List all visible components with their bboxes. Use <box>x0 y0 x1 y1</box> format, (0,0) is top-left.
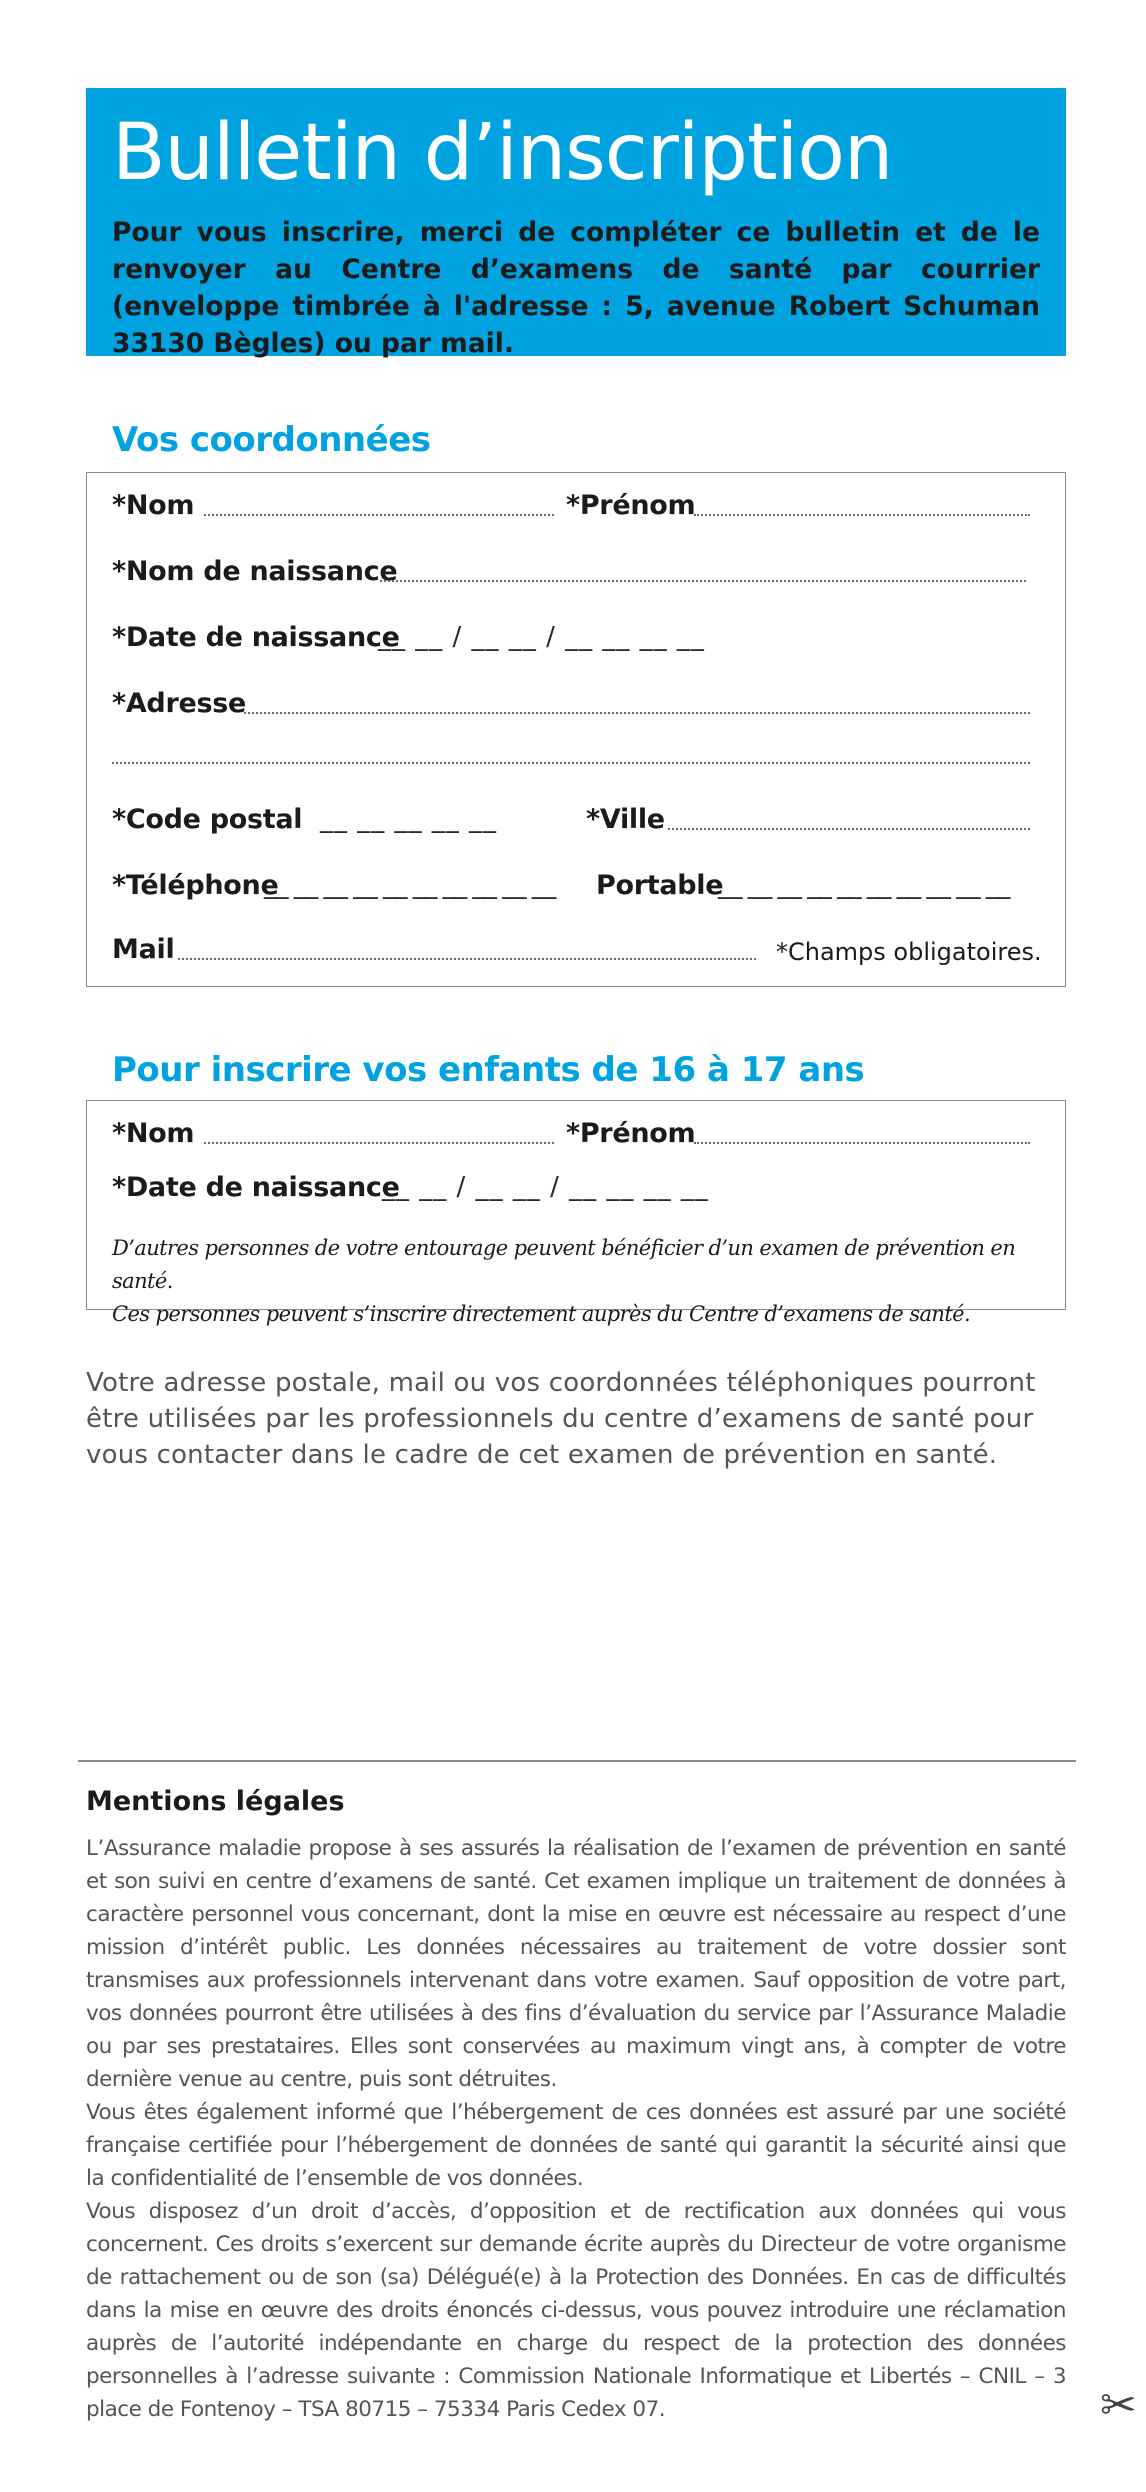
date-naissance-field[interactable]: __ __ / __ __ / __ __ __ __ <box>378 622 705 652</box>
enfant-date-naissance-field[interactable]: __ __ / __ __ / __ __ __ __ <box>382 1172 709 1202</box>
header-banner <box>86 88 1066 359</box>
entourage-note <box>112 1232 1058 1331</box>
portable-label: Portable <box>596 870 724 901</box>
section-title-enfants: Pour inscrire vos enfants de 16 à 17 ans <box>112 1050 865 1090</box>
telephone-label: *Téléphone <box>112 870 279 901</box>
enfant-nom-label: *Nom <box>112 1118 195 1149</box>
scissors-icon: ✂ <box>1100 2380 1137 2431</box>
legal-title: Mentions légales <box>86 1786 345 1817</box>
prenom-label: *Prénom <box>566 490 696 521</box>
date-naissance-label: *Date de naissance <box>112 622 400 653</box>
required-fields-note: *Champs obligatoires. <box>776 938 1042 966</box>
mail-label: Mail <box>112 934 175 965</box>
code-postal-label: *Code postal <box>112 804 303 835</box>
enfant-date-naissance-label: *Date de naissance <box>112 1172 400 1203</box>
nom-label: *Nom <box>112 490 195 521</box>
legal-paragraph: Vous disposez d’un droit d’accès, d’opposition et de rectification aux données qui vous concernent. Ces droits s’exercent sur demande écrite auprès du Directeur de votre organisme de rattachement ou de son (sa) Délégué(e) à la Protection des Données. En cas de difficultés dans la mise en œuvre des droits énoncés ci-dessus, vous pouvez introduire une réclamation auprès de l’autorité indépendante en charge du respect de la protection des données personnelles à l’adresse suivante : Commission Nationale Informatique et Libertés – CNIL – 3 place de Fontenoy – TSA 80715 – 75334 Paris Cedex 07. <box>86 2199 1066 2422</box>
adresse-label: *Adresse <box>112 688 247 719</box>
coordonnees-form <box>86 472 1066 987</box>
legal-text <box>86 1832 1066 2426</box>
prenom-field[interactable] <box>694 514 1030 516</box>
entourage-note-line2: Ces personnes peuvent s’inscrire directement auprès du Centre d’examens de santé. <box>112 1302 971 1326</box>
banner-instructions: Pour vous inscrire, merci de compléter ce bulletin et de le renvoyer au Centre d’examens de santé par courrier (enveloppe timbrée à l'adresse : 5, avenue Robert Schuman 33130 Bègles) ou par mail. <box>112 217 1040 359</box>
adresse-field-line1[interactable] <box>244 712 1030 714</box>
enfant-prenom-field[interactable] <box>694 1142 1030 1144</box>
nom-field[interactable] <box>204 514 554 516</box>
legal-paragraph: Vous êtes également informé que l’hébergement de ces données est assuré par une société française certifiée pour l’hébergement de données de santé qui garantit la sécurité ainsi que la confidentialité de l’ensemble de vos données. <box>86 2100 1066 2191</box>
nom-naissance-field[interactable] <box>380 580 1026 582</box>
adresse-field-line2[interactable] <box>112 762 1030 764</box>
telephone-field[interactable]: __ __ __ __ __ __ __ __ __ __ <box>264 870 555 900</box>
page-title: Bulletin d’inscription <box>112 108 893 198</box>
ville-field[interactable] <box>668 828 1030 830</box>
portable-field[interactable]: __ __ __ __ __ __ __ __ __ __ <box>718 870 1009 900</box>
enfant-nom-field[interactable] <box>204 1142 554 1144</box>
code-postal-field[interactable]: __ __ __ __ __ <box>320 804 498 834</box>
divider <box>78 1760 1076 1762</box>
privacy-statement: Votre adresse postale, mail ou vos coordonnées téléphoniques pourront être utilisées par les professionnels du centre d’examens de santé pour vous contacter dans le cadre de cet examen de prévention en santé. <box>86 1368 1036 1470</box>
legal-paragraph: L’Assurance maladie propose à ses assurés la réalisation de l’examen de prévention en santé et son suivi en centre d’examens de santé. Cet examen implique un traitement de données à caractère personnel vous concernant, dont la mise en œuvre est nécessaire au respect d’une mission d’intérêt public. Les données nécessaires au traitement de votre dossier sont transmises aux professionnels intervenant dans votre examen. Sauf opposition de votre part, vos données pourront être utilisées à des fins d’évaluation du service par l’Assurance Maladie ou par ses prestataires. Elles sont conservées au maximum vingt ans, à compter de votre dernière venue au centre, puis sont détruites. <box>86 1836 1066 2092</box>
enfant-prenom-label: *Prénom <box>566 1118 696 1149</box>
entourage-note-line1: D’autres personnes de votre entourage peuvent bénéficier d’un examen de prévention en santé. <box>112 1236 1016 1293</box>
nom-naissance-label: *Nom de naissance <box>112 556 398 587</box>
mail-field[interactable] <box>178 958 756 960</box>
section-title-coordonnees: Vos coordonnées <box>112 420 431 460</box>
ville-label: *Ville <box>586 804 665 835</box>
